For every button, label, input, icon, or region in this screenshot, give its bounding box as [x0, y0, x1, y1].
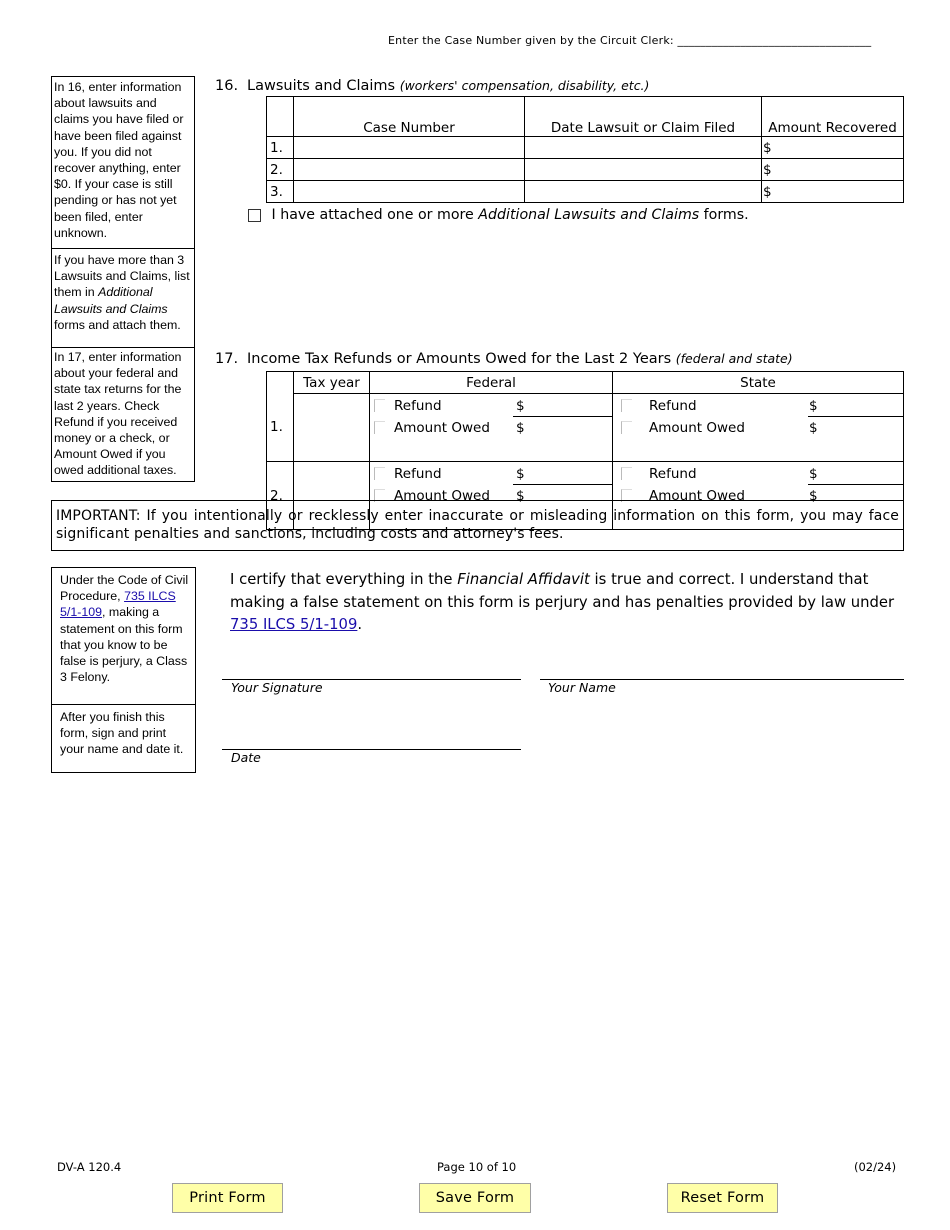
print-form-button[interactable]: Print Form [172, 1183, 283, 1213]
section-16-title: 16. Lawsuits and Claims (workers' compensation, disability, etc.) [215, 78, 650, 94]
state-cell [613, 394, 904, 462]
date-label: Date [231, 750, 261, 765]
form-id: DV-A 120.4 [57, 1160, 122, 1174]
page-number: Page 10 of 10 [437, 1160, 517, 1174]
col-state: State [613, 372, 904, 394]
table-row [267, 159, 904, 181]
federal-refund-amount[interactable]: $ [516, 466, 525, 482]
instructions-box-certification [51, 567, 196, 773]
federal-refund-label: Refund [394, 398, 442, 414]
note-sign: After you finish this form, sign and print your name and date it. [52, 704, 195, 772]
table-row [267, 137, 904, 159]
federal-refund-checkbox[interactable] [374, 399, 385, 412]
case-number-prompt[interactable]: Enter the Case Number given by the Circuit Clerk: __________________________________ [388, 34, 872, 47]
date-filed-input[interactable] [525, 181, 762, 203]
state-refund-label: Refund [649, 466, 697, 482]
section-17-title: 17. Income Tax Refunds or Amounts Owed for the Last 2 Years (federal and state) [215, 351, 793, 367]
amount-recovered-input[interactable]: $ [762, 137, 904, 159]
row-number: 2. [267, 462, 294, 530]
note-section-16: In 16, enter information about lawsuits and claims you have filed or have been filed against you. If you did not recover anything, enter $0. If your case is still pending or has not yet been filed, enter unknown. [54, 80, 184, 240]
table-row [267, 181, 904, 203]
state-refund-checkbox[interactable] [621, 399, 632, 412]
certification-statement: I certify that everything in the Financial Affidavit is true and correct. I understand that making a false statement on this form is perjury and has penalties provided by law under 735 ILCS 5/1-109. [230, 571, 895, 633]
attach-additional-lawsuits: I have attached one or more Additional Lawsuits and Claims forms. [248, 207, 749, 223]
federal-cell [370, 394, 613, 462]
federal-refund-label: Refund [394, 466, 442, 482]
state-refund-label: Refund [649, 398, 697, 414]
important-notice [51, 500, 904, 551]
state-refund-amount[interactable]: $ [809, 466, 818, 482]
row-number: 1. [267, 394, 294, 462]
amount-recovered-input[interactable]: $ [762, 181, 904, 203]
col-tax-year: Tax year [294, 372, 370, 394]
important-text: If you intentionally or recklessly enter inaccurate or misleading information on this form, you may face significant penalties and sanctions, including costs and attorney's fees. [56, 508, 899, 542]
date-filed-input[interactable] [525, 159, 762, 181]
name-label: Your Name [548, 680, 616, 695]
federal-owed-label: Amount Owed [394, 488, 490, 504]
state-owed-label: Amount Owed [649, 488, 745, 504]
federal-owed-checkbox[interactable] [374, 421, 385, 434]
state-refund-checkbox[interactable] [621, 467, 632, 480]
federal-owed-label: Amount Owed [394, 420, 490, 436]
case-number-input[interactable] [294, 181, 525, 203]
state-refund-amount[interactable]: $ [809, 398, 818, 414]
col-case-number: Case Number [294, 97, 525, 137]
federal-owed-amount[interactable]: $ [516, 488, 525, 504]
col-federal: Federal [370, 372, 613, 394]
signature-label: Your Signature [231, 680, 323, 695]
perjury-statute-link[interactable]: 735 ILCS 5/1-109 [60, 589, 176, 620]
row-number: 2. [267, 159, 294, 181]
note-additional-lawsuits: If you have more than 3 Lawsuits and Claims, list them in Additional Lawsuits and Claims forms and attach them. [52, 248, 194, 347]
date-line[interactable] [222, 749, 521, 750]
state-owed-checkbox[interactable] [621, 421, 632, 434]
attach-additional-checkbox[interactable] [248, 209, 261, 222]
save-form-button[interactable]: Save Form [419, 1183, 531, 1213]
row-number: 1. [267, 137, 294, 159]
federal-refund-checkbox[interactable] [374, 467, 385, 480]
amount-recovered-input[interactable]: $ [762, 159, 904, 181]
case-number-input[interactable] [294, 137, 525, 159]
federal-owed-amount[interactable]: $ [516, 420, 525, 436]
certification-statute-link[interactable]: 735 ILCS 5/1-109 [230, 616, 358, 633]
federal-refund-amount[interactable]: $ [516, 398, 525, 414]
state-owed-label: Amount Owed [649, 420, 745, 436]
important-label: IMPORTANT: [56, 508, 141, 524]
date-filed-input[interactable] [525, 137, 762, 159]
row-number: 3. [267, 181, 294, 203]
col-amount-recovered: Amount Recovered [762, 97, 904, 137]
state-owed-amount[interactable]: $ [809, 488, 818, 504]
instructions-box-16-17 [51, 76, 195, 482]
state-owed-amount[interactable]: $ [809, 420, 818, 436]
lawsuits-table [266, 96, 904, 203]
note-section-17: In 17, enter information about your federal and state tax returns for the last 2 years. Check Refund if you received money or a check, or Amount Owed if you owed additional taxes. [52, 347, 194, 481]
form-version: (02/24) [854, 1160, 897, 1174]
note-perjury: Under the Code of Civil Procedure, 735 ILCS 5/1-109, making a statement on this form that you know to be false is perjury, a Class 3 Felony. [60, 573, 189, 685]
reset-form-button[interactable]: Reset Form [667, 1183, 778, 1213]
case-number-input[interactable] [294, 159, 525, 181]
table-row [267, 394, 904, 462]
col-date-filed: Date Lawsuit or Claim Filed [525, 97, 762, 137]
tax-year-input[interactable] [294, 394, 370, 462]
